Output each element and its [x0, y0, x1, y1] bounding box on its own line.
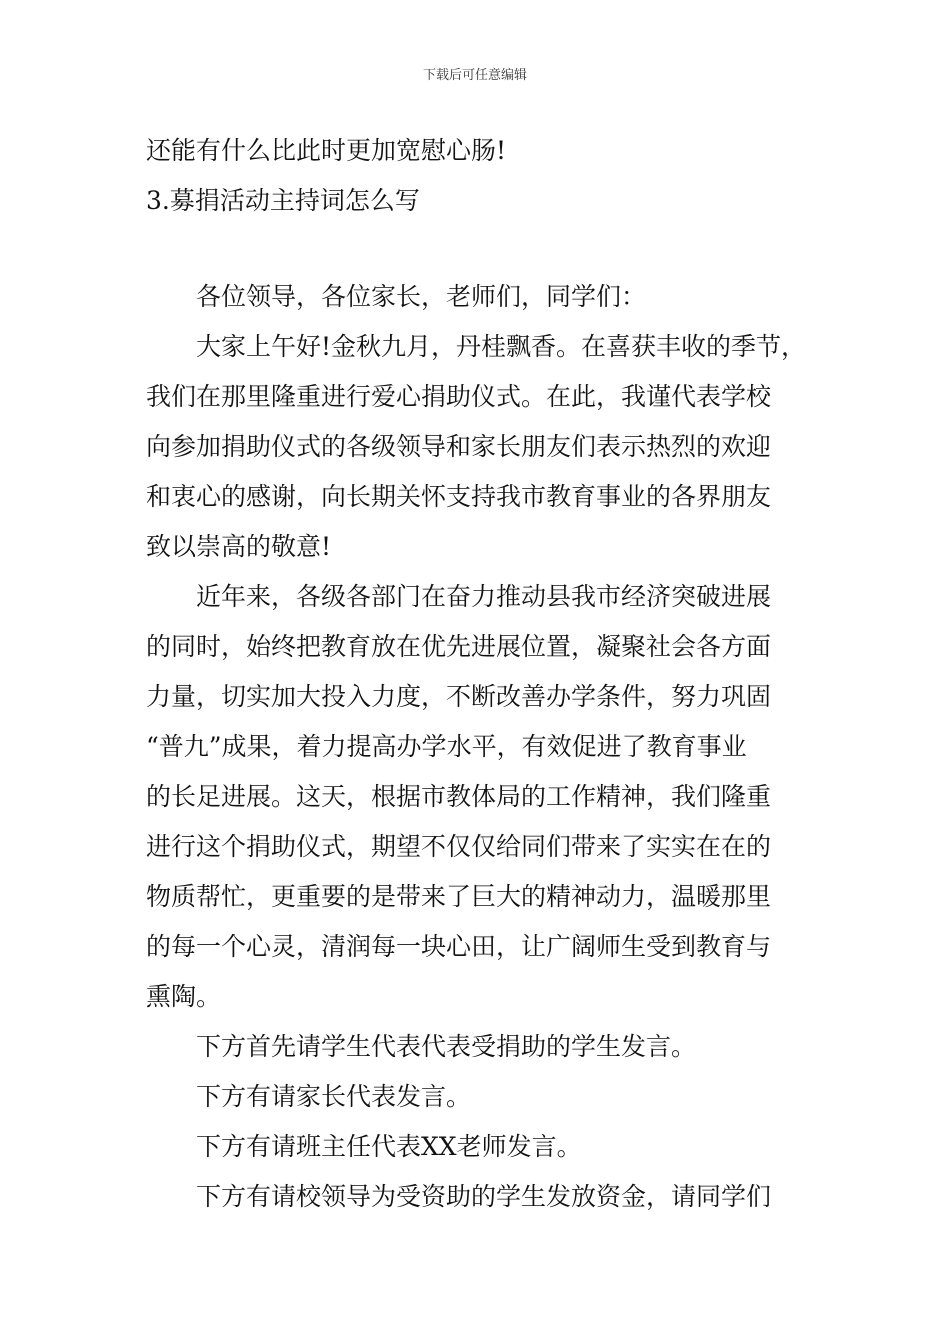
text-line: 近年来，各级各部门在奋力推动县我市经济突破进展 [196, 582, 772, 611]
section-heading: 3.募捐活动主持词怎么写 [146, 186, 420, 215]
text-line: 致以崇高的敬意! [146, 532, 332, 561]
text-line: 熏陶。 [146, 982, 222, 1011]
text-line: 我们在那里隆重进行爱心捐助仪式。在此，我谨代表学校 [146, 382, 772, 411]
page-header: 下载后可任意编辑 [422, 68, 527, 83]
text-line: “普九”成果，着力提高办学水平，有效促进了教育事业 [146, 732, 747, 761]
text-line: 的长足进展。这天，根据市教体局的工作精神，我们隆重 [146, 782, 772, 811]
document-body [146, 126, 810, 1222]
text-line: 进行这个捐助仪式，期望不仅仅给同们带来了实实在在的 [146, 832, 772, 861]
text-line: 下方有请家长代表发言。 [196, 1082, 472, 1111]
text-line: 下方有请校领导为受资助的学生发放资金，请同学们 [196, 1182, 772, 1211]
paragraph-gap [146, 226, 810, 272]
text-line: 大家上午好!金秋九月，丹桂飘香。在喜获丰收的季节， [196, 332, 807, 361]
text-line: 下方首先请学生代表代表受捐助的学生发言。 [196, 1032, 697, 1061]
text-line: 力量，切实加大投入力度，不断改善办学条件，努力巩固 [146, 682, 772, 711]
text-line: 的每一个心灵，清润每一块心田，让广阔师生受到教育与 [146, 932, 772, 961]
text-line: 下方有请班主任代表XX老师发言。 [196, 1132, 582, 1161]
text-line: 物质帮忙，更重要的是带来了巨大的精神动力，温暖那里 [146, 882, 772, 911]
salutation: 各位领导，各位家长，老师们，同学们： [196, 282, 647, 311]
text-line: 还能有什么比此时更加宽慰心肠! [146, 136, 507, 165]
text-line: 和衷心的感谢，向长期关怀支持我市教育事业的各界朋友 [146, 482, 772, 511]
text-line: 的同时，始终把教育放在优先进展位置，凝聚社会各方面 [146, 632, 772, 661]
text-line: 向参加捐助仪式的各级领导和家长朋友们表示热烈的欢迎 [146, 432, 772, 461]
